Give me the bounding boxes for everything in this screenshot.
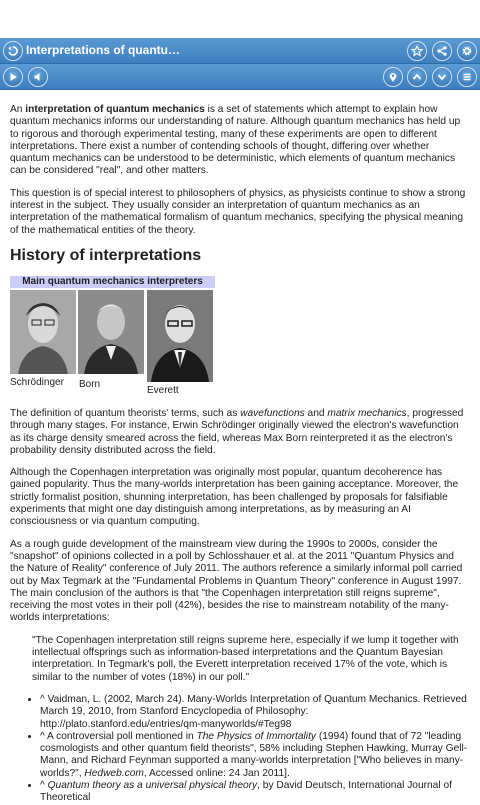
text: An — [10, 104, 26, 115]
text: , by David Deutsch, International Journal of Theoretical — [40, 779, 452, 804]
location-pin-icon — [387, 71, 399, 83]
play-button[interactable] — [3, 67, 23, 87]
section-heading-history: History of interpretations — [10, 246, 202, 264]
star-icon — [411, 45, 423, 57]
text: , progressed through many stages. For instance, Erwin Schrödinger originally viewed the electron's wavefunction as its charge density smeared across the field, whereas Max Born reinterpreted it as the electron's probability density distributed across the field. — [10, 407, 464, 456]
photo-schrodinger[interactable] — [10, 290, 76, 374]
scroll-down-button[interactable] — [432, 67, 452, 87]
infobox-interpreters — [10, 276, 215, 404]
italic-term: wavefunctions — [240, 407, 305, 419]
text: ^ A controversial poll mentioned in — [40, 730, 197, 742]
share-icon — [436, 45, 448, 57]
italic-title: Hedweb.com — [84, 767, 144, 779]
favorite-button[interactable] — [407, 41, 427, 61]
paragraph-poll: As a rough guide development of the mainstream view during the 1990s to 2000s, consider the "snapshot" of opinions collected in a poll by Schlosshauer et al. at the 2011 "Quantum Physics and the Nature of Reality" conference of July 2011. The authors reference a similarly informal poll carried out by Max Tegmark at the "Fundamental Problems in Quantum Theory" conference in August 1997. The main conclusion of the authors is that "the Copenhagen interpretation still reigns supreme", receiving the most votes in their poll (42%), besides the rise to mainstream notability of the many-worlds interpretations: — [10, 538, 463, 624]
bold-term: interpretation of quantum mechanics — [25, 104, 205, 115]
chevron-down-icon — [436, 71, 448, 83]
page-title: Interpretations of quantu… — [26, 43, 180, 57]
menu-button[interactable] — [457, 67, 477, 87]
article-content — [10, 104, 470, 804]
italic-title: The Physics of Immortality — [196, 730, 316, 742]
paragraph-philosophy: This question is of special interest to philosophers of physics, as physicists continue to show a strong interest in the subject. They usually consider an interpretation of quantum mechanics as an interpretation of the mathematical formalism of quantum mechanics, specifying the physical meaning of the mathematical entities of the theory. — [10, 187, 466, 236]
text: and — [304, 407, 328, 419]
paragraph-intro — [10, 104, 470, 178]
text: , Accessed online: 24 Jan 2011]. — [143, 767, 290, 779]
volume-icon — [32, 71, 44, 83]
text: is a set of statements which attempt to explain how quantum mechanics informs our understanding of nature. Although quantum mechanics has held up to rigorous and thorough experimental testing, many of these experiments are open to different interpretations. There exist a number of contending schools of thought, differing over whether quantum mechanics can be understood to be deterministic, which elements of quantum mechanics can be considered "real", and other matters. — [10, 104, 461, 177]
settings-button[interactable] — [457, 41, 477, 61]
quote-block: "The Copenhagen interpretation still reigns supreme here, especially if we lump it together with intellectual offsprings such as information-based interpretations and the Quantum Bayesian interpretation. In Tegmark's poll, the Everett interpretation received 17% of the vote, which is similar to the number of votes (18%) in our poll." — [32, 634, 459, 683]
menu-icon — [461, 71, 473, 83]
media-controls-bar — [0, 64, 480, 90]
list-item — [40, 780, 470, 805]
text: ^ — [40, 779, 48, 791]
title-bar — [0, 38, 480, 64]
status-bar — [0, 0, 480, 38]
list-item: • ^ Vaidman, L. (2002, March 24). Many-Worlds Interpretation of Quantum Mechanics. Retrieved March 19, 2010, from Stanford Encyclopedia of Philosophy: http://plato.stanford.edu/entries/qm-manyworlds/#Teg98 — [40, 694, 470, 731]
gear-icon — [461, 45, 473, 57]
text: (1994) found that of 72 "leading cosmologists and other quantum field theorists", 58% including Stephen Hawking, Murray Gell-Mann, and Richard Feynman supported a many-worlds interpretation ["Who believes in many-worlds?", — [40, 730, 468, 779]
scroll-up-button[interactable] — [407, 67, 427, 87]
reference-list — [40, 694, 470, 805]
caption-born: Born — [79, 378, 101, 390]
photo-born[interactable] — [78, 290, 144, 374]
italic-term: matrix mechanics — [327, 407, 407, 419]
back-button[interactable] — [3, 41, 23, 61]
paragraph-copenhagen: Although the Copenhagen interpretation was originally most popular, quantum decoherence has gained popularity. Thus the many-worlds interpretation has been gaining acceptance. Moreover, the strictly formalist position, shunning interpretation, has been challenged by proposals for falsifiable experiments that might one day distinguish among interpretations, as by measuring an AI consciousness or via quantum computing. — [10, 467, 459, 528]
location-button[interactable] — [383, 67, 403, 87]
paragraph-definitions — [10, 408, 470, 457]
volume-button[interactable] — [28, 67, 48, 87]
share-button[interactable] — [432, 41, 452, 61]
text: The definition of quantum theorists' terms, such as — [10, 407, 241, 419]
back-icon — [7, 45, 19, 57]
chevron-up-icon — [411, 71, 423, 83]
infobox-title: Main quantum mechanics interpreters — [10, 276, 215, 288]
caption-everett: Everett — [147, 384, 179, 396]
caption-schrodinger: Schrödinger — [10, 376, 64, 388]
list-item — [40, 731, 470, 780]
photo-everett[interactable] — [147, 290, 213, 382]
italic-title: Quantum theory as a universal physical theory — [47, 779, 258, 791]
play-icon — [7, 71, 19, 83]
